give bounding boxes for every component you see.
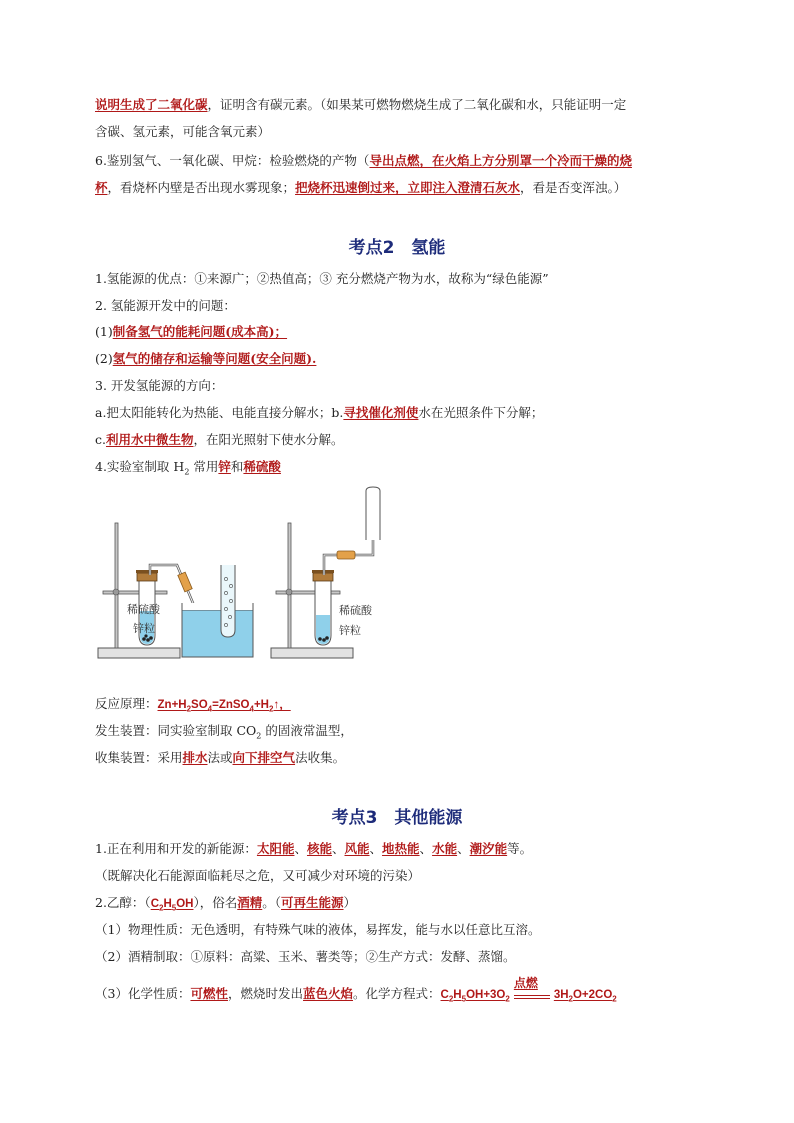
formula-part: C xyxy=(440,989,449,1001)
text-line xyxy=(95,179,626,197)
text: 含碳、氢元素，可能含氧元素） xyxy=(95,124,271,139)
subscript: 2 xyxy=(568,994,573,1004)
formula-part: C xyxy=(150,898,159,910)
answer: 寻找催化剂使 xyxy=(343,405,419,420)
text: a.把太阳能转化为热能、电能直接分解水；b. xyxy=(95,405,344,420)
stand-base-left xyxy=(98,648,180,658)
formula-part: +H xyxy=(253,699,269,711)
separator: 、 xyxy=(419,841,433,856)
label-acid-left: 稀硫酸 xyxy=(127,603,160,616)
zinc-grain xyxy=(149,636,153,640)
formula-part: H xyxy=(453,989,462,1001)
text: 的固液常温型， xyxy=(261,723,353,738)
answer: 利用水中微生物 xyxy=(105,432,194,447)
label-zinc-right: 锌粒 xyxy=(339,624,361,637)
text-line xyxy=(95,297,236,315)
answer: 氢气的储存和运输等问题(安全问题). xyxy=(112,351,317,366)
text: 发生装置：同实验室制取 CO xyxy=(95,723,257,738)
subscript: 4 xyxy=(207,704,213,714)
separator: 、 xyxy=(369,841,383,856)
text-line xyxy=(95,404,543,422)
text: 。化学方程式： xyxy=(353,986,441,1001)
formula-part: OH+3O xyxy=(466,989,506,1001)
separator: 、 xyxy=(331,841,345,856)
text: 2.乙醇：（ xyxy=(95,895,151,910)
text: ，在阳光照射下使水分解。 xyxy=(193,432,344,447)
text: 反应原理： xyxy=(95,696,158,711)
text-line xyxy=(95,948,515,966)
text: (2) xyxy=(95,351,113,366)
text: 收集装置：采用 xyxy=(95,750,183,765)
separator: 、 xyxy=(294,841,307,856)
answer: 向下排空气 xyxy=(232,750,296,765)
rubber-hose-left xyxy=(178,572,192,592)
answer: 制备氢气的能耗问题(成本高)； xyxy=(112,324,288,339)
answer: 水能 xyxy=(432,841,458,856)
reaction-equation xyxy=(157,699,291,714)
answer: 说明生成了二氧化碳 xyxy=(95,97,208,112)
zinc-grain xyxy=(146,638,150,642)
answer: 把烧杯迅速倒过来，立即注入澄清石灰水 xyxy=(295,180,521,195)
text-line xyxy=(95,975,617,1008)
ethanol-formula xyxy=(150,898,194,913)
text: 和 xyxy=(230,459,244,474)
formula-part: H xyxy=(163,898,172,910)
subscript: 2 xyxy=(269,704,274,714)
formula-part: OH xyxy=(176,898,194,910)
section-heading-hydrogen: 考点2 氢能 xyxy=(348,238,446,258)
text: ，看是否变浑浊。） xyxy=(520,180,627,195)
text-line xyxy=(95,377,223,395)
section-heading-other-energy: 考点3 其他能源 xyxy=(331,808,463,828)
text-line xyxy=(95,123,270,141)
answer: 锌 xyxy=(218,459,231,474)
stopper-top-left xyxy=(136,570,158,573)
text: 1.正在利用和开发的新能源： xyxy=(95,841,257,856)
clamp-screw-left xyxy=(113,589,119,595)
text: ，证明含有碳元素。（如果某可燃物燃烧生成了二氧化碳和水，只能证明一定 xyxy=(207,97,627,112)
answer: 可燃性 xyxy=(190,986,228,1001)
reaction-condition xyxy=(510,975,554,1004)
text: 常用 xyxy=(189,459,219,474)
clamp-arm-left xyxy=(103,591,167,594)
text-line xyxy=(95,323,287,341)
answer: 可再生能源 xyxy=(281,895,344,910)
answer: 酒精 xyxy=(237,895,263,910)
text: 1.氢能源的优点：①来源广；②热值高；③ 充分燃烧产物为水，故称为“绿色能源” xyxy=(95,271,549,286)
subscript: 2 xyxy=(505,994,510,1004)
answer: 稀硫酸 xyxy=(243,459,281,474)
text-line xyxy=(95,96,626,114)
answer: 潮汐能 xyxy=(469,841,508,856)
zinc-grain xyxy=(318,637,322,641)
zinc-grain xyxy=(325,636,329,640)
text: 2. 氢能源开发中的问题： xyxy=(95,298,236,313)
answer: 核能 xyxy=(306,841,332,856)
collection-tube-right xyxy=(366,487,380,540)
combustion-products xyxy=(553,989,617,1004)
answer: 导出点燃，在火焰上方分别罩一个冷而干燥的烧 xyxy=(369,153,632,168)
formula-part: Zn+H xyxy=(157,699,187,711)
text: 法收集。 xyxy=(295,750,346,765)
rubber-hose-right xyxy=(337,551,355,559)
text-line xyxy=(95,749,345,767)
text: ） xyxy=(343,895,357,910)
text: 3. 开发氢能源的方向： xyxy=(95,378,224,393)
answer: 太阳能 xyxy=(256,841,295,856)
text-line xyxy=(95,921,540,939)
text-line xyxy=(95,867,420,885)
text: 4.实验室制取 H xyxy=(95,459,185,474)
answer: 地热能 xyxy=(382,841,420,856)
text: 。（ xyxy=(262,895,282,910)
text: ，燃烧时发出 xyxy=(227,986,303,1001)
condition-text: 点燃 xyxy=(513,975,538,990)
answer: 排水 xyxy=(182,750,208,765)
stand-rod-right xyxy=(288,523,291,648)
text-line xyxy=(95,894,356,917)
text-line xyxy=(95,350,316,368)
zinc-grain xyxy=(142,637,146,641)
answer: 杯 xyxy=(95,180,108,195)
text: （3）化学性质： xyxy=(95,986,191,1001)
formula-part: ↑， xyxy=(273,699,291,711)
rubber-stopper-left xyxy=(137,573,157,581)
subscript: 2 xyxy=(186,704,192,714)
formula-part: =ZnSO xyxy=(212,699,250,711)
zinc-grain xyxy=(322,638,326,642)
equals-bar xyxy=(514,998,550,999)
formula-part: 3H xyxy=(553,989,569,1001)
trough-top xyxy=(182,603,253,610)
text-line xyxy=(95,270,549,288)
text-line xyxy=(95,458,281,482)
text: c. xyxy=(95,432,106,447)
subscript: 2 xyxy=(184,467,190,477)
water-trough xyxy=(182,610,253,657)
text-line xyxy=(95,722,353,746)
clamp-screw-right xyxy=(286,589,292,595)
subscript: 5 xyxy=(461,994,467,1004)
text-line xyxy=(95,695,291,718)
formula-part: O+2CO xyxy=(572,989,613,1001)
equals-bar xyxy=(514,995,550,996)
stand-rod-left xyxy=(115,523,118,648)
subscript: 4 xyxy=(249,704,254,714)
subscript: 5 xyxy=(171,903,177,913)
text: （既解决化石能源面临耗尽之危，又可减少对环境的污染） xyxy=(95,868,421,883)
text-line xyxy=(95,152,632,170)
subscript: 2 xyxy=(256,731,262,741)
text: (1) xyxy=(95,324,113,339)
text: 等。 xyxy=(507,841,533,856)
lab-apparatus-diagram xyxy=(95,485,395,665)
text: ，看烧杯内壁是否出现水雾现象； xyxy=(107,180,296,195)
text: 法或 xyxy=(207,750,233,765)
formula-part: SO xyxy=(191,699,208,711)
label-acid-right: 稀硫酸 xyxy=(339,604,372,617)
subscript: 2 xyxy=(612,994,617,1004)
text: 6.鉴别氢气、一氧化碳、甲烷：检验燃烧的产物（ xyxy=(95,153,370,168)
text-line xyxy=(95,431,344,449)
answer: 蓝色火焰 xyxy=(303,986,354,1001)
combustion-equation xyxy=(440,989,510,1004)
text: （1）物理性质：无色透明，有特殊气味的液体，易挥发，能与水以任意比互溶。 xyxy=(95,922,541,937)
separator: 、 xyxy=(457,841,470,856)
subscript: 2 xyxy=(159,903,164,913)
answer: 风能 xyxy=(344,841,370,856)
text: ），俗名 xyxy=(193,895,238,910)
subscript: 2 xyxy=(448,994,454,1004)
text: （2）酒精制取：①原料：高粱、玉米、薯类等；②生产方式：发酵、蒸馏。 xyxy=(95,949,516,964)
text: 水在光照条件下分解； xyxy=(418,405,544,420)
stand-base-right xyxy=(271,648,353,658)
label-zinc-left: 锌粒 xyxy=(133,622,155,635)
text-line xyxy=(95,840,532,858)
